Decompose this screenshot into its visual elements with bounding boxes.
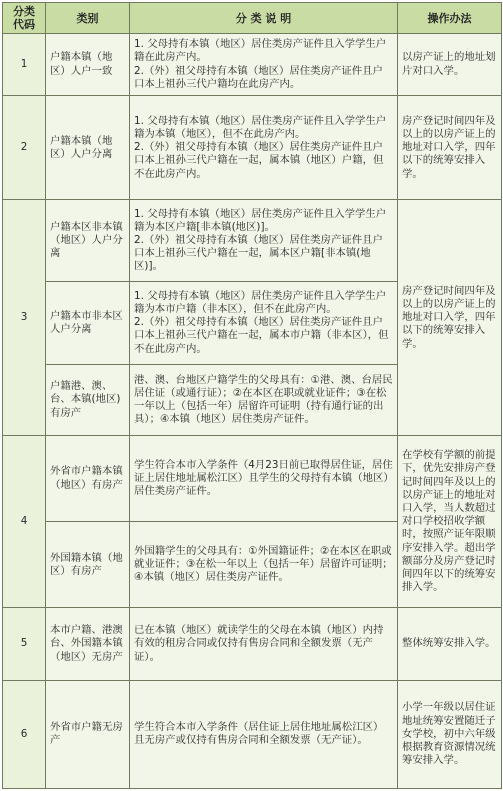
row-method: 在学校有学额的前提下，优先安排房产登记时间四年及以上的以房产证上的地址对口入学，当人数超过对口学校招收学额时，按照产证年限顺序安排入学。超出学额部分及房产登记时间四年以下的统筹安排入学。 (398, 436, 502, 608)
row-code: 2 (3, 96, 46, 200)
row-method: 房产登记时间四年及以上的以房产证上的地址对口入学，四年以下的统筹安排入学。 (398, 96, 502, 200)
row-description (130, 34, 398, 96)
header-code: 分类代码 (3, 3, 46, 34)
header-description: 分 类 说 明 (130, 3, 398, 34)
row-description (130, 680, 398, 788)
table-header-row (3, 3, 502, 34)
table-row (3, 680, 502, 788)
row-description (130, 200, 398, 281)
row-description (130, 522, 398, 608)
row-category: 户籍本镇（地区）人户分离 (46, 96, 130, 200)
description-line: 2.（外）祖父母持有本镇（地区）居住类房产证件且户口本上祖孙三代户籍在一起，属本镇（地区）户籍，但不在此房产内。 (134, 141, 384, 180)
table-row (3, 608, 502, 680)
description-line: 2.（外）祖父母持有本镇（地区）居住类房产证件且户口本上祖孙三代户籍均在此房产内。 (134, 64, 383, 90)
table-row (3, 200, 502, 281)
row-code: 3 (3, 200, 46, 436)
row-code: 1 (3, 34, 46, 96)
row-category: 本市户籍、港澳台、外国籍本镇（地区）无房产 (46, 608, 130, 680)
row-description (130, 96, 398, 200)
row-method: 房产登记时间四年及以上的以房产证上的地址对口入学，四年以下的统筹安排入学。 (398, 200, 502, 436)
header-category: 类别 (46, 3, 130, 34)
policy-table (2, 2, 502, 789)
row-code: 6 (3, 680, 46, 788)
table-row (3, 96, 502, 200)
row-description (130, 436, 398, 522)
row-description (130, 364, 398, 435)
description-line: 学生符合本市入学条件（居住证上居住地址属松江区）且无房产或仅持有售房合同和全额发票（无产证）。 (134, 721, 384, 747)
description-line: 1. 父母持有本镇（地区）居住类房产证件且入学学生户籍在此房产内。 (134, 38, 387, 64)
header-method: 操作办法 (398, 3, 502, 34)
row-code: 4 (3, 436, 46, 608)
table-row (3, 34, 502, 96)
description-line: 2.（外）祖父母持有本镇（地区）居住类房产证件且户口本上祖孙三代户籍在一起，属本区户籍[非本镇(地区)]。 (134, 233, 383, 273)
row-code: 5 (3, 608, 46, 680)
description-line: 学生符合本市入学条件（4月23日前已取得居住证，居住证上居住地址属松江区）且学生的父母持有本镇（地区）居住类房产证件。 (134, 458, 393, 498)
row-category: 户籍港、澳、台、本镇(地区)有房产 (46, 364, 130, 435)
table-row (3, 436, 502, 522)
row-category: 户籍本市非本区人户分离 (46, 281, 130, 364)
row-description (130, 281, 398, 364)
description-line: 1. 父母持有本镇（地区）居住类房产证件且入学学生户籍为本市户籍（非本区），但不在此房产内。 (134, 289, 387, 315)
row-method: 整体统筹安排入学。 (398, 608, 502, 680)
description-line: 已在本镇（地区）就读学生的父母在本镇（地区）内持有效的租房合同或仅持有售房合同和全额发票（无产证）。 (134, 624, 384, 663)
row-category: 户籍本区非本镇（地区）人户分离 (46, 200, 130, 281)
row-category: 外省市户籍本镇（地区）有房产 (46, 436, 130, 522)
description-line: 1. 父母持有本镇（地区）居住类房产证件且入学学生户籍为本区户籍[非本镇(地区)]。 (134, 207, 387, 233)
description-line: 外国籍学生的父母具有：①外国籍证件；②在本区在职或就业证件；③在松一年以上（包括一年）居留许可证明；④本镇（地区）居住类房产证件。 (134, 545, 393, 584)
row-category: 户籍本镇（地区）人户一致 (46, 34, 130, 96)
row-description (130, 608, 398, 680)
row-category: 外国籍本镇（地区）有房产 (46, 522, 130, 608)
description-line: 港、澳、台地区户籍学生的父母具有：①港、澳、台居民居住证（或通行证）；②在本区在职或就业证件；③在松一年以上（包括一年）居留许可证明（持有通行证的出具）；④本镇（地区）居住类房产证件。 (134, 373, 393, 426)
row-category: 外省市户籍无房产 (46, 680, 130, 788)
description-line: 1. 父母持有本镇（地区）居住类房产证件且入学学生户籍为本镇（地区），但不在此房产内。 (134, 114, 387, 140)
row-method: 以房产证上的地址划片对口入学。 (398, 34, 502, 96)
row-method: 小学一年级以居住证地址统筹安置随迁子女学校，初中六年级根据教育资源情况统筹安排入学。 (398, 680, 502, 788)
description-line: 2.（外）祖父母持有本镇（地区）居住类房产证件且户口本上祖孙三代户籍在一起，属本市户籍（非本区），但不在此房产内。 (134, 316, 389, 355)
